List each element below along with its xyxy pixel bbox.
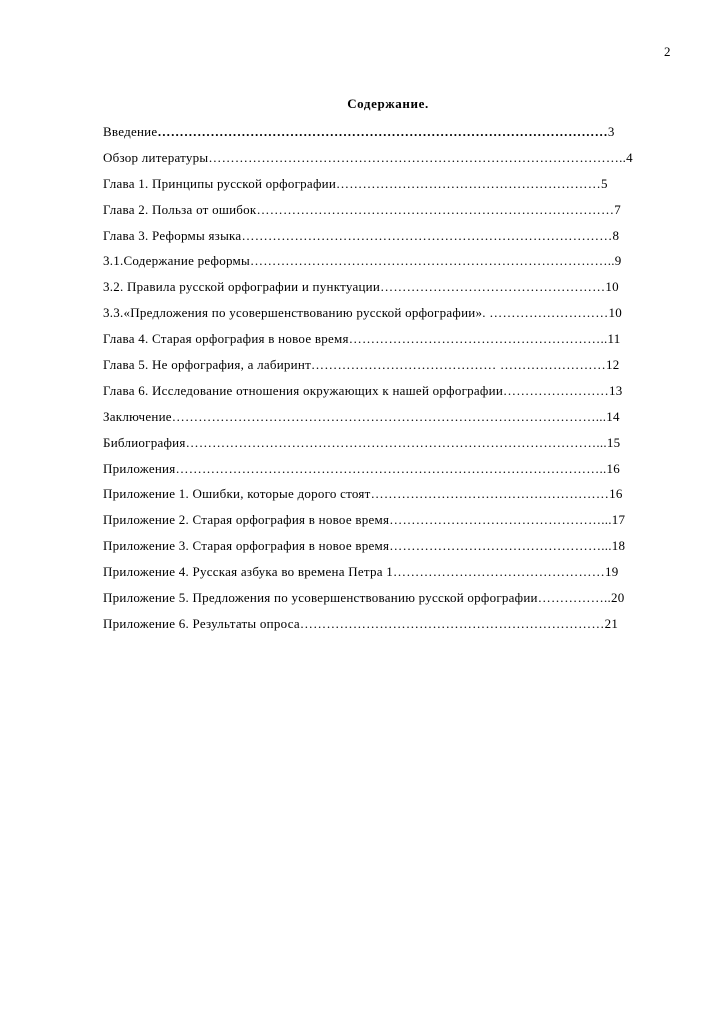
toc-entry bbox=[103, 456, 633, 482]
toc-entry-page-number: 16 bbox=[606, 460, 620, 476]
toc-entry bbox=[103, 274, 633, 300]
toc-entry-page-number: 13 bbox=[609, 382, 623, 398]
toc-entry-title: 3.1.Содержание реформы bbox=[103, 253, 250, 269]
toc-entry-leader: …………………… bbox=[503, 382, 610, 398]
toc-entry-title: Приложение 4. Русская азбука во времена Петра 1 bbox=[103, 564, 394, 580]
toc-entry-title: Глава 5. Не орфография, а лабиринт bbox=[103, 357, 312, 373]
page-number: 2 bbox=[664, 44, 671, 59]
toc-entry bbox=[103, 248, 633, 274]
toc-entry-page-number: 3 bbox=[607, 124, 615, 139]
toc-entry bbox=[103, 507, 633, 533]
toc-entry bbox=[103, 223, 633, 249]
toc-entry bbox=[103, 300, 633, 326]
toc-entry-leader: ………………………………………………………………………………………… bbox=[157, 124, 608, 139]
toc-entry-title: Глава 6. Исследование отношения окружающих к нашей орфографии bbox=[103, 382, 504, 398]
toc-entry-title: Приложения bbox=[103, 460, 176, 476]
toc-entry-leader: ……………………………………………………………………… bbox=[256, 201, 615, 217]
table-of-contents bbox=[103, 119, 633, 637]
toc-entry-title: Приложение 6. Результаты опроса bbox=[103, 615, 300, 631]
toc-entry-page-number: 8 bbox=[612, 227, 620, 243]
toc-entry-leader: ………………………………………………….. bbox=[348, 331, 608, 347]
toc-entry-title: 3.2. Правила русской орфографии и пунктуации bbox=[103, 279, 381, 295]
toc-entry-title: Библиография bbox=[103, 434, 186, 450]
toc-entry bbox=[103, 378, 633, 404]
toc-entry-leader: …………………………………………... bbox=[389, 538, 612, 554]
toc-entry-leader: ………………………………………… bbox=[393, 564, 606, 580]
toc-entry-title: Введение bbox=[103, 124, 158, 139]
toc-entry-page-number: 4 bbox=[626, 149, 633, 165]
toc-entry-title: Приложение 3. Старая орфография в новое время bbox=[103, 538, 390, 554]
toc-entry-leader: …………………………………………………… bbox=[336, 175, 602, 191]
toc-entry bbox=[103, 533, 633, 559]
toc-entry-page-number: 21 bbox=[604, 615, 619, 631]
toc-entry-title: Обзор литературы bbox=[103, 149, 209, 165]
toc-entry-page-number: 19 bbox=[605, 564, 619, 580]
toc-entry-leader: ………………………………………………………………………… bbox=[241, 227, 613, 243]
toc-entry-leader: ……………………………………………… bbox=[370, 486, 610, 502]
toc-entry-page-number: 15 bbox=[606, 434, 621, 450]
toc-entry-page-number: 10 bbox=[605, 279, 619, 295]
toc-entry-page-number: 17 bbox=[611, 512, 626, 528]
toc-entry bbox=[103, 145, 633, 171]
toc-entry bbox=[103, 197, 633, 223]
toc-entry-page-number: 9 bbox=[614, 253, 622, 269]
toc-entry-page-number: 18 bbox=[611, 538, 626, 554]
toc-entry-page-number: 7 bbox=[614, 201, 621, 217]
toc-entry-title: Приложение 5. Предложения по усовершенствованию русской орфографии bbox=[103, 590, 538, 606]
toc-entry-page-number: 16 bbox=[609, 486, 623, 502]
toc-entry-page-number: 10 bbox=[608, 305, 622, 321]
toc-entry-leader: ……………………… bbox=[489, 305, 609, 321]
toc-entry-title: Приложение 2. Старая орфография в новое время bbox=[103, 512, 390, 528]
toc-entry-title: Глава 4. Старая орфография в новое время bbox=[103, 331, 349, 347]
toc-entry-page-number: 12 bbox=[606, 357, 620, 373]
toc-entry-leader: …………………………………………… bbox=[380, 279, 606, 295]
toc-entry-title: Глава 3. Реформы языка bbox=[103, 227, 242, 243]
toc-entry-title: Приложение 1. Ошибки, которые дорого стоят bbox=[103, 486, 371, 502]
toc-entry bbox=[103, 611, 633, 637]
toc-entry-page-number: 11 bbox=[607, 331, 621, 347]
toc-entry bbox=[103, 326, 633, 352]
toc-entry-title: 3.3.«Предложения по усовершенствованию русской орфографии». bbox=[103, 305, 490, 321]
toc-entry-title: Заключение bbox=[103, 408, 172, 424]
toc-entry bbox=[103, 171, 633, 197]
toc-entry bbox=[103, 430, 633, 456]
toc-entry bbox=[103, 404, 633, 430]
toc-entry-leader: ……………………………………………………………………….. bbox=[249, 253, 615, 269]
toc-entry-leader: …………………………………………... bbox=[389, 512, 612, 528]
toc-title: Содержание. bbox=[347, 96, 429, 111]
toc-entry-leader: ………………………………………………………………………………….. bbox=[208, 149, 627, 165]
toc-entry bbox=[103, 559, 633, 585]
toc-entry-title: Глава 2. Польза от ошибок bbox=[103, 201, 257, 217]
toc-entry bbox=[103, 481, 633, 507]
toc-entry bbox=[103, 585, 633, 611]
toc-entry-page-number: 14 bbox=[606, 408, 620, 424]
toc-entry-leader: …………….. bbox=[537, 590, 612, 606]
toc-entry-page-number: 5 bbox=[601, 175, 608, 191]
toc-entry-leader: …………………………………………………………………………………….. bbox=[175, 460, 607, 476]
toc-entry-leader: …………………………………………………………………………………... bbox=[185, 434, 607, 450]
toc-entry bbox=[103, 352, 633, 378]
toc-entry-leader: ……………………………………………………………………………………... bbox=[171, 408, 607, 424]
toc-entry-page-number: 20 bbox=[611, 590, 625, 606]
toc-entry-title: Глава 1. Принципы русской орфографии bbox=[103, 175, 337, 191]
toc-entry bbox=[103, 119, 633, 145]
toc-entry-leader: …………………………………… …………………… bbox=[311, 357, 607, 373]
toc-entry-leader: …………………………………………………………… bbox=[299, 615, 605, 631]
